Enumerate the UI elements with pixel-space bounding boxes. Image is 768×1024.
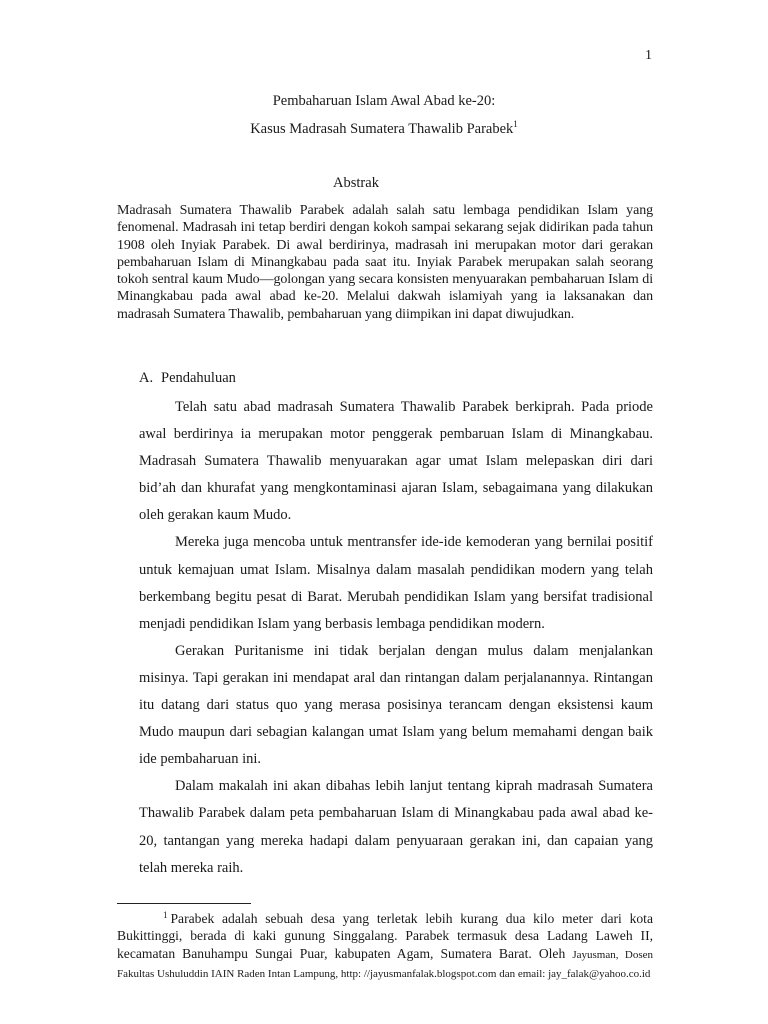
section-title: Pendahuluan — [161, 370, 236, 386]
section-heading — [139, 370, 236, 387]
abstract-text: Madrasah Sumatera Thawalib Parabek adalah salah satu lembaga pendidikan Islam yang fenomenal. Madrasah ini tetap berdiri dengan kokoh sampai sekarang sejak didirikan pada tahun 1908 oleh Inyiak Parabek. Di awal berdirinya, madrasah ini merupakan motor dari gerakan pembaharuan Islam di Minangkabau pada saat itu. Inyiak Parabek merupakan salah seorang tokoh sentral kaum Mudo—golongan yang secara konsisten menyuarakan pembaharuan Islam di Minangkabau pada awal abad ke-20. Melalui dakwah islamiyah yang ia laksanakan dan madrasah Sumatera Thawalib, pembaharuan yang diimpikan ini dapat diwujudkan. — [117, 203, 653, 322]
body-paragraph: Mereka juga mencoba untuk mentransfer ide-ide kemoderan yang bernilai positif untuk kemajuan umat Islam. Misalnya dalam masalah pendidikan modern yang telah berkembang begitu pesat di Barat. Merubah pendidikan Islam yang bersifat tradisional menjadi pendidikan Islam yang berbasis lembaga pendidikan modern. — [139, 534, 653, 632]
title-footnote-ref: 1 — [513, 119, 518, 129]
page-number: 1 — [645, 48, 652, 63]
section-number: A. — [139, 370, 154, 386]
body-paragraph: Dalam makalah ini akan dibahas lebih lanjut tentang kiprah madrasah Sumatera Thawalib Parabek dalam peta pembaharuan Islam di Minangkabau pada awal abad ke-20, tantangan yang mereka hadapi dalam penyuaraan gerakan ini, dan capaian yang telah mereka raih. — [139, 778, 653, 876]
footnote-marker: 1 — [163, 910, 168, 920]
section-body — [139, 394, 653, 882]
footnote-separator — [117, 903, 251, 904]
body-paragraph: Telah satu abad madrasah Sumatera Thawalib Parabek berkiprah. Pada priode awal berdirinya ia merupakan motor penggerak pembaruan Islam di Minangkabau. Madrasah Sumatera Thawalib menyuarakan agar umat Islam melepaskan diri dari bid’ah dan khurafat yang mengkontaminasi ajaran Islam, sebagaimana yang dilakukan oleh gerakan kaum Mudo. — [139, 399, 653, 524]
title-line-1: Pembaharuan Islam Awal Abad ke-20: — [272, 93, 496, 109]
footnote-text: Parabek adalah sebuah desa yang terletak lebih kurang dua kilo meter dari kota Bukittinggi, berada di kaki gunung Singgalang. Parabek termasuk desa Ladang Laweh II, kecamatan Banuhampu Sungai Puar, kabupaten Agam, Sumatera Barat. Oleh — [117, 911, 653, 961]
title-line-2 — [0, 119, 768, 138]
footnote-author-info: Jayusman, Dosen Fakultas Ushuluddin IAIN Raden Intan Lampung, http: //jayusmanfalak.blogspot.com dan email: jay_falak@yahoo.co.id — [117, 948, 653, 981]
abstract-heading: Abstrak — [333, 175, 379, 191]
title-line-2-text: Kasus Madrasah Sumatera Thawalib Parabek — [250, 121, 514, 137]
footnote — [117, 907, 653, 984]
body-paragraph: Gerakan Puritanisme ini tidak berjalan dengan mulus dalam menjalankan misinya. Tapi gerakan ini mendapat aral dan rintangan dalam perjalanannya. Rintangan itu datang dari status quo yang merasa posisinya terancam dengan eksistensi kaum Mudo maupun dari sebagian kalangan umat Islam yang belum memahami dengan baik ide pembaharuan ini. — [139, 642, 653, 768]
